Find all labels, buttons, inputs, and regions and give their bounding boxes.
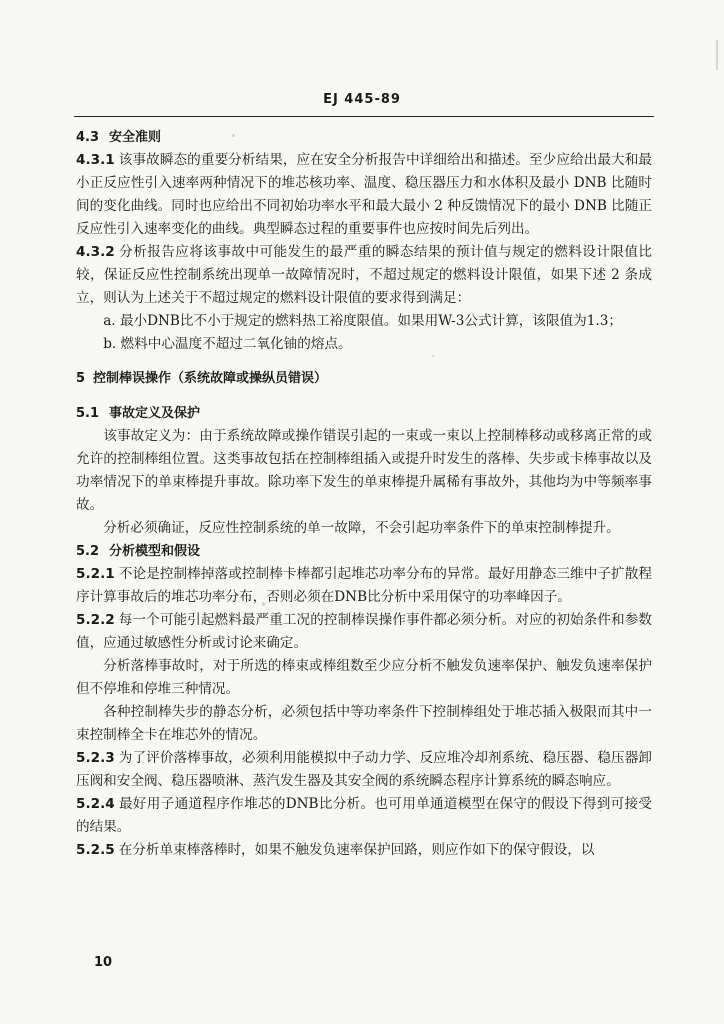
paragraph-text: 分析报告应将该事故中可能发生的最严重的瞬态结果的预计值与规定的燃料设计限值比较，保证反应性控制系统出现单一故障情况时，不超过规定的燃料设计限值，如果下述 2 条成立，则认为上述关于不超过规定的燃料设计限值的要求得到满足： [76, 244, 652, 307]
clause-number: 5.2.5 [76, 842, 115, 859]
scan-speck [262, 602, 265, 606]
section-number: 5.1 [76, 405, 100, 421]
paragraph-5-1-a: 该事故定义为：由于系统故障或操作错误引起的一束或一束以上控制棒移动或移离正常的或允许的控制棒组位置。这类事故包括在控制棒组插入或提升时发生的落棒、失步或卡棒事故以及功率情况下的单束棒提升事故。除功率下发生的单束棒提升属稀有事故外，其他均为中等频率事故。 [76, 427, 652, 513]
list-item-b [76, 333, 652, 356]
clause-number: 5.2.1 [76, 565, 115, 582]
section-heading-5-2 [76, 540, 652, 563]
paragraph-text: 该事故瞬态的重要分析结果，应在安全分析报告中详细给出和描述。至少应给出最大和最小正反应性引入速率两种情况下的堆芯核功率、温度、稳压器压力和水体积及最小 DNB 比随时间的变化曲线。同时也应给出不同初始功率水平和最大最小 2 种反馈情况下的最小 DNB 比随正反应性引入速率变化的曲线。典型瞬态过程的重要事件也应按时间先后列出。 [76, 152, 652, 238]
scan-edge-mark [716, 40, 718, 70]
paragraph-text: 每一个可能引起燃料最严重工况的控制棒误操作事件都必须分析。对应的初始条件和参数值，应通过敏感性分析或讨论来确定。 [76, 611, 652, 651]
section-number: 5.2 [76, 543, 100, 559]
paragraph-5-2-2-b: 分析落棒事故时，对于所选的棒束或棒组数至少应分析不触发负速率保护、触发负速率保护但不停堆和停堆三种情况。 [76, 658, 652, 698]
paragraph-4-3-1 [76, 149, 652, 241]
spacer [76, 356, 652, 367]
list-text: 燃料中心温度不超过二氧化铀的熔点。 [120, 336, 352, 353]
section-heading-5-1 [76, 402, 652, 425]
paragraph-5-2-1 [76, 563, 652, 609]
clause-number: 5.2.2 [76, 611, 115, 628]
paragraph-5-2-5 [76, 839, 652, 862]
list-label: a. [103, 313, 116, 330]
paragraph-text: 最好用子通道程序作堆芯的DNB比分析。也可用单通道模型在保守的假设下得到可接受的结果。 [76, 796, 652, 836]
clause-number: 5.2.4 [76, 796, 115, 813]
section-title: 控制棒误操作（系统故障或操纵员错误） [93, 371, 328, 387]
paragraph-5-1-b: 分析必须确证，反应性控制系统的单一故障，不会引起功率条件下的单束控制棒提升。 [103, 519, 620, 536]
header-rule [74, 116, 654, 117]
paragraph-5-2-3 [76, 747, 652, 793]
list-label: b. [103, 336, 117, 353]
list-text: 最小DNB比不小于规定的燃料热工裕度限值。如果用W-3公式计算，该限值为1.3； [119, 313, 622, 330]
scan-speck [232, 134, 235, 137]
section-heading-5 [76, 367, 652, 390]
scan-speck [600, 810, 602, 812]
page-header: EJ 445-89 [323, 92, 401, 107]
section-number: 5 [76, 371, 86, 387]
section-title: 分析模型和假设 [109, 543, 201, 559]
section-number: 4.3 [76, 130, 100, 145]
page-body [76, 126, 652, 862]
section-heading-4-3 [76, 126, 652, 149]
section-title: 安全准则 [109, 130, 162, 145]
list-item-a [76, 310, 652, 333]
section-title: 事故定义及保护 [109, 405, 201, 421]
paragraph-text: 在分析单束棒落棒时，如果不触发负速率保护回路，则应作如下的保守假设，以 [118, 842, 595, 859]
clause-number: 4.3.2 [76, 244, 115, 261]
paragraph-5-2-2-c: 各种控制棒失步的静态分析，必须包括中等功率条件下控制棒组处于堆芯插入极限而其中一束控制棒全卡在堆芯外的情况。 [76, 704, 652, 744]
clause-number: 5.2.3 [76, 750, 115, 767]
clause-number: 4.3.1 [76, 152, 115, 169]
paragraph-5-2-4 [76, 793, 652, 839]
spacer [76, 391, 652, 402]
paragraph-4-3-2 [76, 241, 652, 310]
paragraph-5-2-2 [76, 609, 652, 655]
paragraph-text: 为了评价落棒事故，必须利用能模拟中子动力学、反应堆冷却剂系统、稳压器、稳压器卸压阀和安全阀、稳压器喷淋、蒸汽发生器及其安全阀的系统瞬态程序计算系统的瞬态响应。 [76, 750, 652, 790]
scan-speck [432, 355, 434, 357]
paragraph-text: 不论是控制棒掉落或控制棒卡棒都引起堆芯功率分布的异常。最好用静态三维中子扩散程序计算事故后的堆芯功率分布，否则必须在DNB比分析中采用保守的功率峰因子。 [76, 565, 652, 605]
page-number: 10 [94, 955, 113, 970]
